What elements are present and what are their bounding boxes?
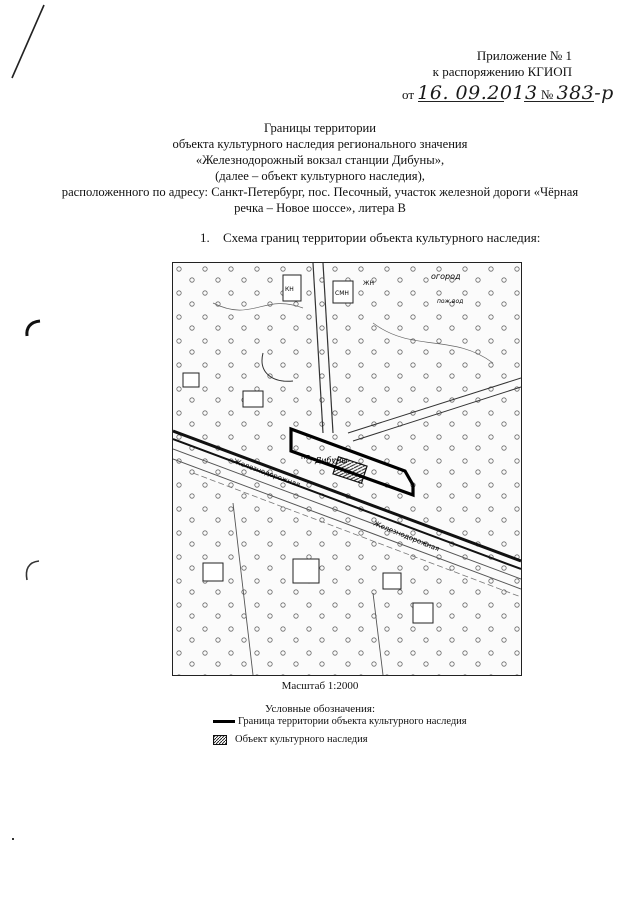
boundary-map	[172, 262, 522, 676]
title-line-3: «Железнодорожный вокзал станции Дибуны»,	[195, 153, 445, 167]
number-underline	[524, 101, 594, 102]
label-ogorod: огород	[431, 272, 461, 281]
label-station: Дибуны	[315, 456, 348, 465]
label-zhn: ЖН	[363, 280, 374, 287]
label-street-2: Железнодорожная	[372, 519, 441, 554]
title-line-4: (далее – объект культурного наследия),	[215, 169, 425, 183]
label-pozhvod: пож.вод	[437, 298, 464, 305]
from-label: от	[402, 87, 415, 102]
number-label: №	[540, 87, 554, 102]
margin-dot	[12, 838, 14, 840]
legend-boundary-label: Граница территории объекта культурного наследия	[238, 716, 467, 727]
handwritten-date: 16. 09.2013	[417, 82, 538, 104]
date-underline	[418, 101, 504, 102]
title-line-5: расположенного по адресу: Санкт-Петербург, пос. Песочный, участок железной дороги «Чёрная	[61, 185, 579, 199]
handwritten-number: 383-р	[556, 82, 614, 104]
hatched-square-icon	[213, 735, 227, 745]
title-line-2: объекта культурного наследия регионального значения	[172, 137, 468, 151]
map-drawing	[173, 263, 521, 675]
legend-object-label: Объект культурного наследия	[235, 734, 368, 745]
signature-mark	[0, 0, 60, 100]
legend-object	[213, 734, 368, 745]
binder-mark-top	[22, 318, 44, 340]
scale-label: Масштаб 1:2000	[281, 680, 359, 692]
section-title: Схема границ территории объекта культурного наследия:	[223, 230, 541, 245]
label-pl: пл.	[301, 453, 313, 461]
legend-title: Условные обозначения:	[264, 703, 376, 715]
section-number: 1.	[200, 230, 210, 245]
label-smn: СМН	[335, 290, 349, 297]
binder-mark-bottom	[22, 558, 44, 584]
section-heading	[200, 230, 540, 246]
label-street-1: Железнодорожная	[232, 457, 302, 489]
order-reference: к распоряжению КГИОП	[432, 64, 572, 79]
appendix-label: Приложение № 1	[476, 48, 572, 63]
label-kn: КН	[285, 286, 294, 293]
legend-boundary	[213, 716, 467, 727]
title-line-6: речка – Новое шоссе», литера В	[234, 201, 406, 215]
boundary-line-icon	[213, 720, 235, 723]
title-line-1: Границы территории	[263, 121, 377, 135]
